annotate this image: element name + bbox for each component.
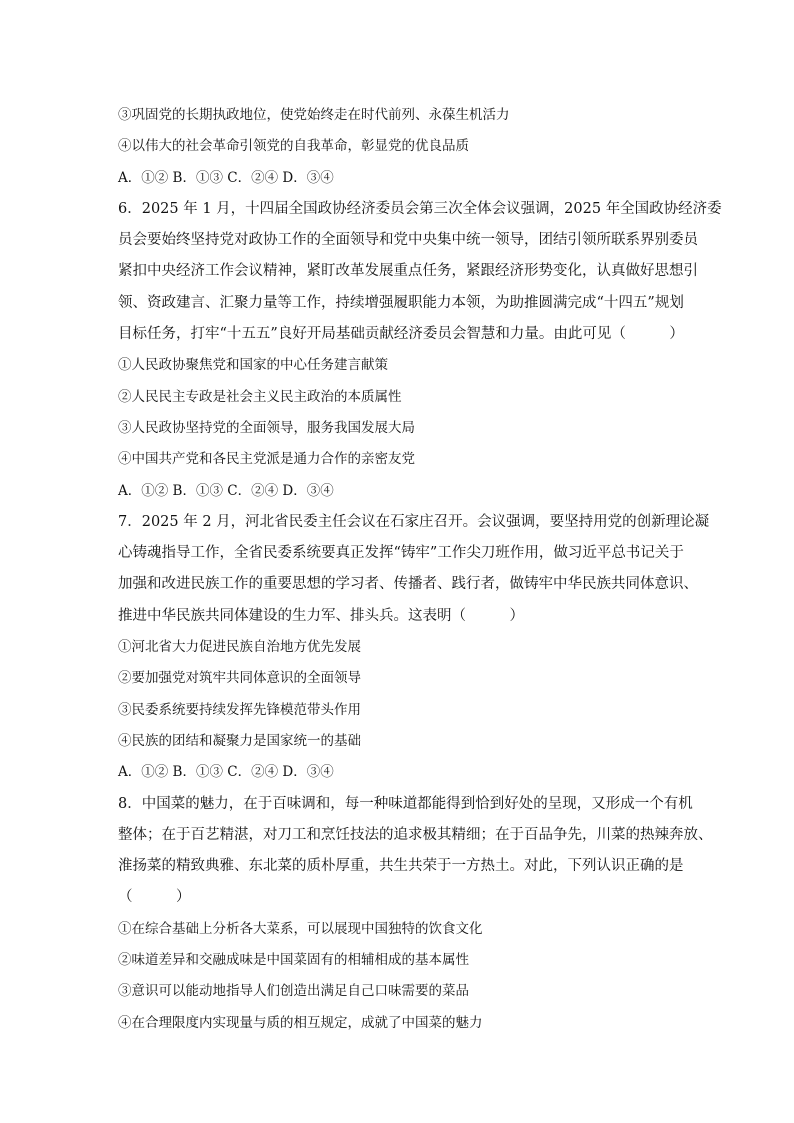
previous-question-tail	[118, 100, 682, 194]
question-7-option-4: ④民族的团结和凝聚力是国家统一的基础	[118, 732, 361, 749]
question-7-option-2: ②要加强党对筑牢共同体意识的全面领导	[118, 670, 361, 687]
answer-choices: A．①② B．①③ C．②④ D．③④	[118, 169, 334, 186]
question-8-option-2: ②味道差异和交融成味是中国菜固有的相辅相成的基本属性	[118, 952, 469, 969]
question-6-stem-line: 领、资政建言、汇聚力量等工作，持续增强履职能力本领，为助推圆满完成“十四五”规划	[118, 294, 684, 311]
question-7-stem-line: 心铸魂指导工作，全省民委系统要真正发挥“铸牢”工作尖刀班作用，做习近平总书记关于	[118, 545, 684, 562]
question-7-stem-line: 7．2025 年 2 月，河北省民委主任会议在石家庄召开。会议强调，要坚持用党的创新理论凝	[118, 513, 710, 530]
question-6-stem-line: 目标任务，打牢“十五五”良好开局基础贡献经济委员会智慧和力量。由此可见（ ）	[118, 326, 684, 343]
option-4: ④以伟大的社会革命引领党的自我革命，彰显党的优良品质	[118, 138, 469, 155]
option-3: ③巩固党的长期执政地位，使党始终走在时代前列、永葆生机活力	[118, 107, 510, 123]
question-7	[118, 507, 710, 789]
question-8-stem-line: 8．中国菜的魅力，在于百味调和，每一种味道都能得到恰到好处的呈现，又形成一个有机	[118, 795, 693, 812]
question-6-answer-choices: A．①② B．①③ C．②④ D．③④	[118, 482, 334, 499]
exam-page	[118, 100, 722, 1039]
question-7-answer-choices: A．①② B．①③ C．②④ D．③④	[118, 764, 334, 781]
question-6-option-2: ②人民民主专政是社会主义民主政治的本质属性	[118, 388, 402, 405]
question-7-stem-line: 加强和改进民族工作的重要思想的学习者、传播者、践行者，做铸牢中华民族共同体意识、	[118, 576, 698, 593]
question-7-stem-line: 推进中华民族共同体建设的生力军、排头兵。这表明（ ）	[118, 607, 524, 624]
question-8-option-4: ④在合理限度内实现量与质的相互规定，成就了中国菜的魅力	[118, 1014, 483, 1031]
question-6	[118, 194, 722, 507]
question-6-option-1: ①人民政协聚焦党和国家的中心任务建言献策	[118, 357, 388, 374]
question-7-option-3: ③民委系统要持续发挥先锋模范带头作用	[118, 701, 361, 718]
question-6-option-4: ④中国共产党和各民主党派是通力合作的亲密友党	[118, 451, 415, 468]
question-8-stem-line: 整体；在于百艺精湛，对刀工和烹饪技法的追求极其精细；在于百品争先，川菜的热辣奔放、	[118, 826, 713, 843]
question-8-stem-line: （ ）	[118, 889, 191, 906]
question-6-stem-line: 6．2025 年 1 月，十四届全国政协经济委员会第三次全体会议强调，2025 年全国政协经济委	[118, 200, 722, 217]
question-8	[118, 789, 713, 1039]
question-8-stem-line: 淮扬菜的精致典雅、东北菜的质朴厚重，共生共荣于一方热土。对此，下列认识正确的是	[118, 858, 684, 875]
question-6-option-3: ③人民政协坚持党的全面领导，服务我国发展大局	[118, 419, 415, 436]
question-6-stem-line: 紧扣中央经济工作会议精神，紧盯改革发展重点任务，紧跟经济形势变化，认真做好思想引	[118, 263, 698, 280]
question-7-option-1: ①河北省大力促进民族自治地方优先发展	[118, 639, 361, 656]
question-6-stem-line: 员会要始终坚持党对政协工作的全面领导和党中央集中统一领导，团结引领所联系界别委员	[118, 232, 698, 249]
question-8-option-3: ③意识可以能动地指导人们创造出满足自己口味需要的菜品	[118, 983, 469, 1000]
question-8-option-1: ①在综合基础上分析各大菜系，可以展现中国独特的饮食文化	[118, 920, 483, 937]
